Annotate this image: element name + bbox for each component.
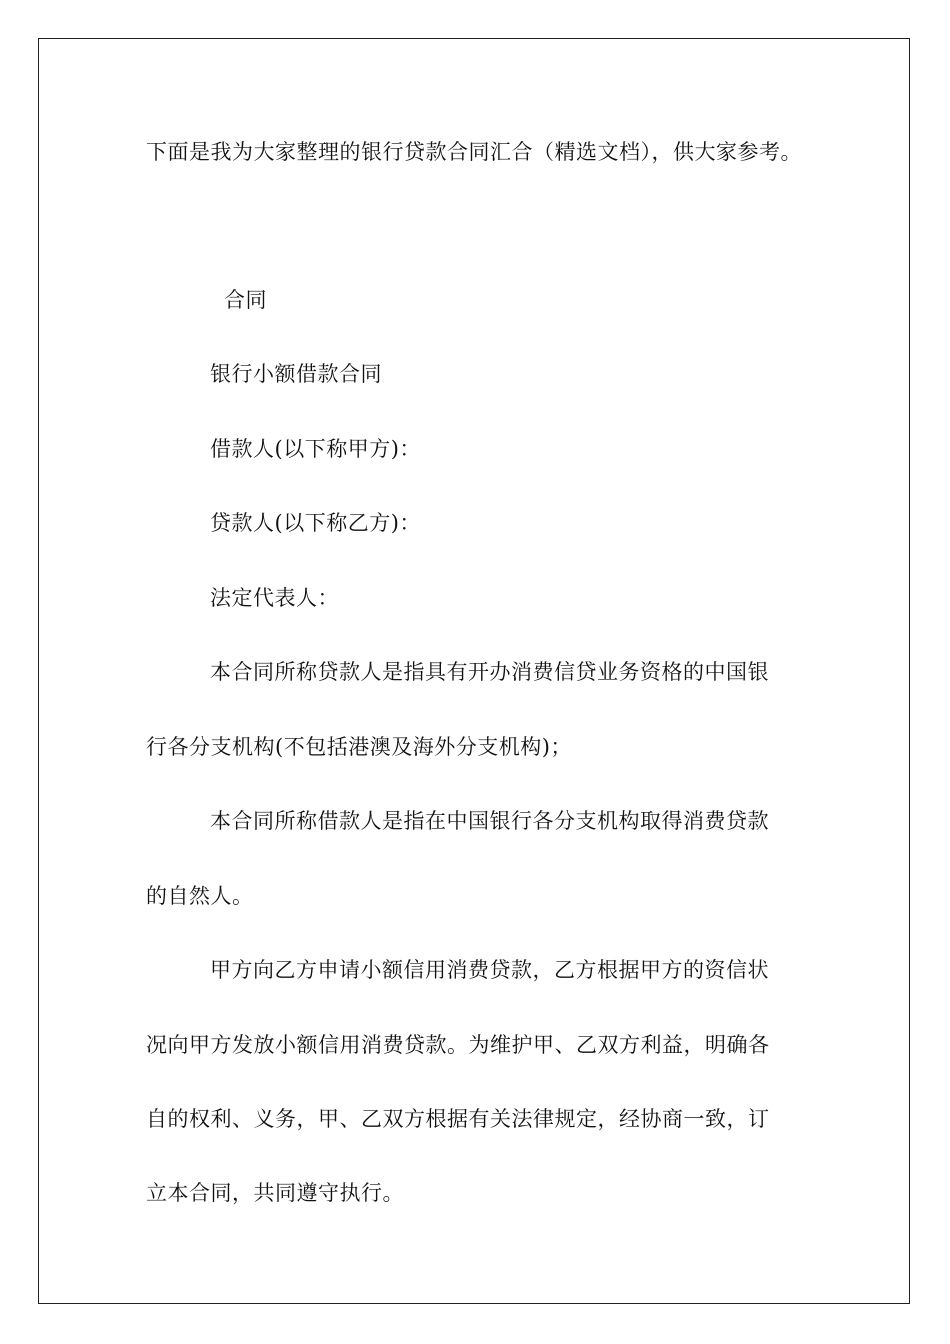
paragraph-line: 本合同所称贷款人是指具有开办消费信贷业务资格的中国银 (210, 660, 769, 684)
intro-text: 下面是我为大家整理的银行贷款合同汇合（精选文档），供大家参考。 (146, 140, 802, 164)
paragraph-line: 自的权利、义务，甲、乙双方根据有关法律规定，经协商一致，订 (146, 1107, 770, 1131)
section-heading: 合同 (224, 288, 267, 312)
paragraph-line: 况向甲方发放小额信用消费贷款。为维护甲、乙双方利益，明确各 (146, 1033, 770, 1057)
paragraph-line: 本合同所称借款人是指在中国银行各分支机构取得消费贷款 (210, 809, 769, 833)
paragraph-line: 甲方向乙方申请小额信用消费贷款，乙方根据甲方的资信状 (210, 958, 769, 982)
paragraph-line: 立本合同，共同遵守执行。 (146, 1181, 404, 1205)
borrower-label: 借款人(以下称甲方)： (210, 437, 421, 461)
lender-label: 贷款人(以下称乙方)： (210, 511, 421, 535)
paragraph-line: 的自然人。 (146, 884, 254, 908)
legal-rep-label: 法定代表人： (210, 586, 339, 610)
contract-title: 银行小额借款合同 (210, 362, 382, 386)
paragraph-line: 行各分支机构(不包括港澳及海外分支机构)； (146, 735, 572, 759)
